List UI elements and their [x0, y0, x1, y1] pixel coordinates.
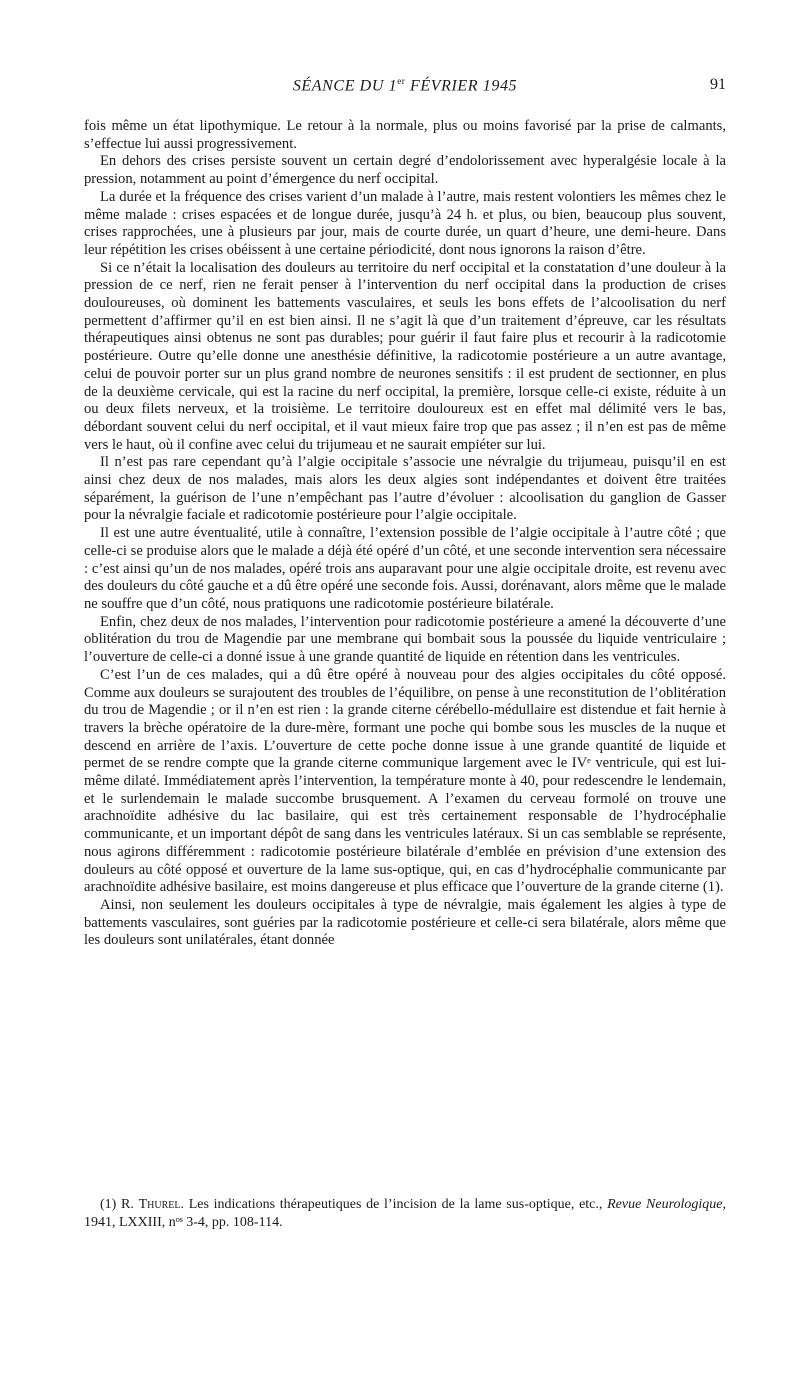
paragraph: Si ce n’était la localisation des douleurs au territoire du nerf occipital et la constatation d’une douleur à la pression de ce nerf, rien ne ferait penser à l’intervention du nerf occipital dans la production de crises douloureuses, où dominent les battements vasculaires, et seuls les bons effets de l’alcoolisation du nerf permettent d’affirmer qu’il en est bien ainsi. Il ne s’agit là que d’un traitement d’épreuve, car les résultats thérapeutiques ainsi obtenus ne sont pas durables; pour guérir il faut faire plus et recourir à la radicotomie postérieure. Outre qu’elle donne une anesthésie définitive, la radicotomie postérieure a un autre avantage, celui de pouvoir porter sur un plus grand nombre de neurones sensitifs : il est prudent de sectionner, en plus de la deuxième cervicale, qui est la racine du nerf occipital, la première, lorsque celle-ci existe, réduite à un ou deux filets nerveux, et la troisième. Le territoire douloureux est en effet mal délimité vers le bas, débordant souvent celui du nerf occipital, et il vaut mieux faire trop que pas assez ; il n’en est pas de même vers le haut, où il confine avec celui du trijumeau et ne saurait empiéter sur lui. — [84, 259, 726, 453]
running-title — [84, 76, 726, 95]
paragraph: C’est l’un de ces malades, qui a dû être opéré à nouveau pour des algies occipitales du côté opposé. Comme aux douleurs se surajoutent des troubles de l’équilibre, on pense à une reconstitution de l’oblitération du trou de Magendie ; or il n’en est rien : la grande citerne cérébello-médullaire est distendue et fait hernie à travers la brèche opératoire de la dure-mère, formant une poche qui bombe sous les muscles de la nuque et descend en arrière de l’axis. L’ouverture de cette poche donne issue à une grande quantité de liquide et permet de se rendre compte que la grande citerne communique largement avec le IVᵉ ventricule, qui est lui-même dilaté. Immédiatement après l’intervention, la température monte à 40, pour redescendre le lendemain, et le surlendemain le malade succombe brusquement. A l’examen du cerveau formolé on trouve une arachnoïdite adhésive du lac basilaire, qui est très certainement responsable de l’hydrocéphalie communicante, et un important dépôt de sang dans les ventricules latéraux. Si un cas semblable se représente, nous agirons différemment : radicotomie postérieure bilatérale d’emblée en prévision d’une extension des douleurs au côté opposé et ouverture de la lame sus-optique, qui, en cas d’hydrocéphalie communicante par arachnoïdite adhésive basilaire, est moins dangereuse et plus efficace que l’ouverture de la grande citerne (1). — [84, 666, 726, 896]
running-title-part: SÉANCE DU 1 — [292, 77, 398, 95]
page-header — [84, 76, 726, 100]
running-title-part: FÉVRIER 1945 — [405, 77, 518, 95]
paragraph: Il est une autre éventualité, utile à connaître, l’extension possible de l’algie occipitale à l’autre côté ; que celle-ci se produise alors que le malade a déjà été opéré d’un côté, et une seconde intervention sera nécessaire : c’est ainsi qu’un de nos malades, opéré trois ans auparavant pour une algie occipitale droite, est revenu avec des douleurs du côté gauche et a dû être opéré une seconde fois. Aussi, dorénavant, alors même que le malade ne souffre que d’un côté, nous pratiquons une radicotomie postérieure bilatérale. — [84, 525, 726, 612]
body-text — [84, 118, 726, 950]
footnote-marker: (1) R. — [100, 1197, 139, 1212]
paragraph: En dehors des crises persiste souvent un certain degré d’endolorissement avec hyperalgésie locale à la pression, notamment au point d’émergence du nerf occipital. — [84, 153, 726, 188]
footnote — [84, 1196, 726, 1232]
paragraph: fois même un état lipothymique. Le retour à la normale, plus ou moins favorisé par la prise de calmants, s’effectue lui aussi progressivement. — [84, 118, 726, 152]
paragraph: Enfin, chez deux de nos malades, l’intervention pour radicotomie postérieure a amené la découverte d’une oblitération du trou de Magendie par une membrane qui bombait sous la poussée du liquide ventriculaire ; l’ouverture de celle-ci a donné issue à une grande quantité de liquide en rétention dans les ventricules. — [84, 613, 726, 666]
footnote-title: . Les indications thérapeutiques de l’incision de la lame sus-optique, etc., — [180, 1197, 608, 1212]
footnote-author: Thurel — [138, 1197, 181, 1212]
paragraph: Ainsi, non seulement les douleurs occipitales à type de névralgie, mais également les algies à type de battements vasculaires, sont guéries par la radicotomie postérieure et celle-ci sera bilatérale, alors même que les douleurs sont unilatérales, étant donnée — [84, 896, 726, 949]
footnote-journal: Revue Neurologique, — [607, 1197, 726, 1212]
page-number: 91 — [710, 76, 726, 93]
paragraph: Il n’est pas rare cependant qu’à l’algie occipitale s’associe une névralgie du trijumeau, puisqu’il en est ainsi chez deux de nos malades, mais alors les deux algies sont indépendantes et doivent être traitées séparément, la guérison de l’une n’empêchant pas l’autre d’évoluer : alcoolisation du ganglion de Gasser pour la névralgie faciale et radicotomie postérieure pour l’algie occipitale. — [84, 454, 726, 524]
footnote-reference: 1941, LXXIII, nᵒˢ 3-4, pp. 108-114. — [84, 1215, 283, 1230]
running-title-superscript: er — [397, 76, 406, 86]
footnote-text — [84, 1196, 726, 1232]
paragraph: La durée et la fréquence des crises varient d’un malade à l’autre, mais restent volontiers les mêmes chez le même malade : crises espacées et de longue durée, jusqu’à 24 h. et plus, ou bien, beaucoup plus souvent, crises rapprochées, une à plusieurs par jour, mais de courte durée, un quart d’heure, une demi-heure. Dans leur répétition les crises obéissent à une certaine périodicité, dont nous ignorons la raison d’être. — [84, 188, 726, 258]
